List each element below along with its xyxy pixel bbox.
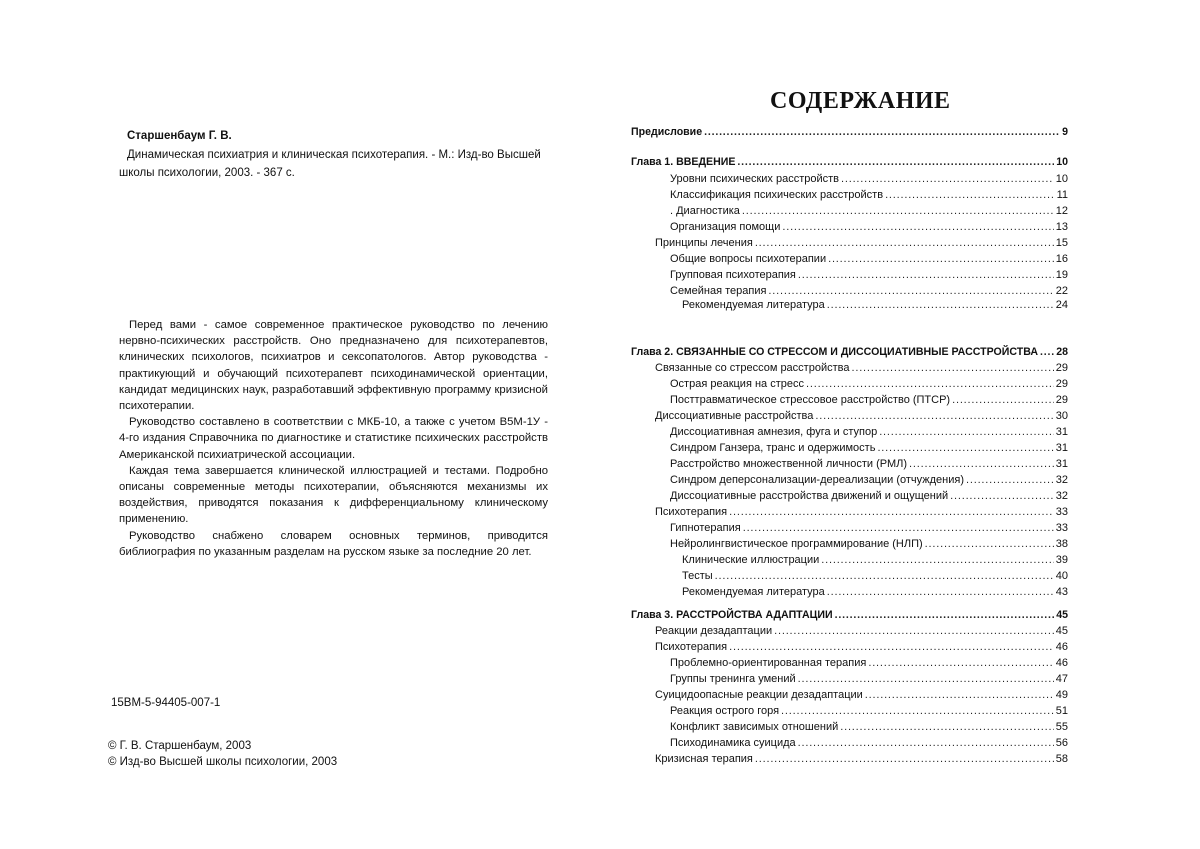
toc-dot-leader <box>841 173 1054 185</box>
toc-entry <box>631 205 1068 221</box>
toc-entry <box>631 737 1068 753</box>
toc-entry <box>631 299 1068 315</box>
toc-dot-leader <box>835 609 1055 621</box>
toc-page-number: 31 <box>1055 442 1068 454</box>
toc-page-number: 9 <box>1062 126 1068 138</box>
toc-entry <box>631 458 1068 474</box>
toc-page-number: 10 <box>1056 156 1068 168</box>
toc-entry-title: Организация помощи <box>670 221 781 233</box>
toc-page-number: 12 <box>1055 205 1068 217</box>
toc-page-number: 33 <box>1055 522 1068 534</box>
toc-page-number: 28 <box>1056 346 1068 358</box>
toc-page-number: 30 <box>1055 410 1068 422</box>
toc-dot-leader <box>877 442 1053 454</box>
toc-dot-leader <box>782 221 1053 233</box>
toc-dot-leader <box>768 285 1053 297</box>
right-page <box>600 0 1200 849</box>
toc-entry <box>631 641 1068 657</box>
toc-entry-title: Группы тренинга умений <box>670 673 796 685</box>
toc-dot-leader <box>865 689 1054 701</box>
toc-dot-leader <box>815 410 1053 422</box>
toc-dot-leader <box>806 378 1054 390</box>
toc-entry-title: Семейная терапия <box>670 285 767 297</box>
toc-entry <box>631 586 1068 602</box>
toc-entry-title: Посттравматическое стрессовое расстройство (ПТСР) <box>670 394 951 406</box>
toc-entry-title: Психотерапия <box>655 641 728 653</box>
toc-page-number: 55 <box>1055 721 1068 733</box>
toc-dot-leader <box>879 426 1054 438</box>
toc-page-number: 15 <box>1055 237 1068 249</box>
toc-page-number: 29 <box>1055 362 1068 374</box>
toc-page-number: 11 <box>1056 189 1068 201</box>
toc-entry-title: Предисловие <box>631 126 703 138</box>
annotation-paragraph: Перед вами - самое современное практическое руководство по лечению нервно-психических расстройств. Оно предназначено для психотерапевтов, клинических психологов, психиатров и сексопатологов. Автор руководства - практикующий и обучающий психотерапевт психодинамической ориентации, кандидат медицинских наук, разработавший эффективную программу кризисной психотерапии. <box>119 319 548 413</box>
toc-page-number: 32 <box>1055 490 1068 502</box>
toc-entry <box>631 237 1068 253</box>
toc-page-number: 19 <box>1055 269 1068 281</box>
toc-entry <box>631 426 1068 442</box>
toc-page-number: 10 <box>1055 173 1068 185</box>
toc-entry-title: Диссоциативная амнезия, фуга и ступор <box>670 426 878 438</box>
toc-page-number: 45 <box>1055 625 1068 637</box>
toc-entry-title: Проблемно-ориентированная терапия <box>670 657 867 669</box>
toc-entry <box>631 346 1068 362</box>
toc-dot-leader <box>742 205 1054 217</box>
toc-entry-title: Конфликт зависимых отношений <box>670 721 839 733</box>
toc-entry <box>631 126 1068 142</box>
toc-entry-title: Острая реакция на стресс <box>670 378 804 390</box>
toc-entry <box>631 378 1068 394</box>
toc-dot-leader <box>774 625 1054 637</box>
copyright-publisher: © Изд-во Высшей школы психологии, 2003 <box>108 756 338 768</box>
toc-page-number: 58 <box>1055 753 1068 765</box>
toc-page-number: 33 <box>1055 506 1068 518</box>
toc-entry-title: Диссоциативные расстройства движений и ощущений <box>670 490 949 502</box>
toc-entry <box>631 189 1068 205</box>
toc-entry <box>631 625 1068 641</box>
toc-page-number: 56 <box>1055 737 1068 749</box>
toc-entry-title: Глава 2. СВЯЗАННЫЕ СО СТРЕССОМ И ДИССОЦИАТИВНЫЕ РАССТРОЙСТВА <box>631 346 1038 358</box>
toc-page-number: 38 <box>1055 538 1068 550</box>
annotation <box>119 317 548 560</box>
toc-entry-title: Синдром деперсонализации-дереализации (отчуждения) <box>670 474 964 486</box>
toc-entry-title: Общие вопросы психотерапии <box>670 253 827 265</box>
page-title: СОДЕРЖАНИЕ <box>770 88 951 114</box>
toc-entry-title: Рекомендуемая литература <box>682 586 825 598</box>
toc-entry-title: Кризисная терапия <box>655 753 753 765</box>
toc-entry <box>631 394 1068 410</box>
toc-page-number: 45 <box>1056 609 1068 621</box>
isbn: 15ВМ-5-94405-007-1 <box>111 697 221 709</box>
toc-page-number: 31 <box>1055 426 1068 438</box>
toc-entry <box>631 673 1068 689</box>
toc-entry <box>631 173 1068 189</box>
toc-dot-leader <box>966 474 1054 486</box>
toc-dot-leader <box>925 538 1054 550</box>
toc-entry <box>631 506 1068 522</box>
toc-entry <box>631 156 1068 172</box>
toc-entry <box>631 689 1068 705</box>
toc-entry <box>631 721 1068 737</box>
toc-dot-leader <box>729 641 1054 653</box>
toc-entry-title: Принципы лечения <box>655 237 753 249</box>
toc-page-number: 39 <box>1055 554 1068 566</box>
toc-entry <box>631 442 1068 458</box>
bibliographic-entry: Динамическая психиатрия и клиническая психотерапия. - М.: Изд-во Высшей школы психологии, 2003. - 367 с. <box>119 149 541 179</box>
toc-entry <box>631 221 1068 237</box>
toc-page-number: 29 <box>1055 394 1068 406</box>
toc-dot-leader <box>743 522 1054 534</box>
toc-entry-title: Групповая психотерапия <box>670 269 796 281</box>
toc-page-number: 49 <box>1055 689 1068 701</box>
toc-page-number: 29 <box>1055 378 1068 390</box>
toc-page-number: 51 <box>1055 705 1068 717</box>
toc-entry <box>631 474 1068 490</box>
toc-page-number: 22 <box>1055 285 1068 297</box>
toc-entry <box>631 570 1068 586</box>
toc-entry-title: Тесты <box>682 570 713 582</box>
toc-page-number: 24 <box>1055 299 1068 311</box>
toc-entry-title: Глава 1. ВВЕДЕНИЕ <box>631 156 736 168</box>
toc-dot-leader <box>715 570 1054 582</box>
annotation-paragraph: Руководство снабжено словарем основных терминов, приводится библиография по указанным разделам на русском языке за последние 20 лет. <box>119 529 548 558</box>
toc-dot-leader <box>1040 346 1054 358</box>
toc-entry <box>631 554 1068 570</box>
toc-page-number: 46 <box>1055 657 1068 669</box>
toc-page-number: 46 <box>1055 641 1068 653</box>
toc-entry-title: Классификация психических расстройств <box>670 189 884 201</box>
toc-entry-title: Психодинамика суицида <box>670 737 796 749</box>
toc-entry-title: Психотерапия <box>655 506 728 518</box>
author-name: Старшенбаум Г. В. <box>127 130 232 142</box>
toc-dot-leader <box>729 506 1054 518</box>
toc-page-number: 32 <box>1055 474 1068 486</box>
toc-dot-leader <box>909 458 1054 470</box>
toc-entry-title: Реакции дезадаптации <box>655 625 773 637</box>
copyright-author: © Г. В. Старшенбаум, 2003 <box>108 740 252 752</box>
toc-dot-leader <box>840 721 1054 733</box>
toc-entry <box>631 522 1068 538</box>
toc-entry-title: Суицидоопасные реакции дезадаптации <box>655 689 863 701</box>
toc-entry <box>631 269 1068 285</box>
toc-entry-title: Нейролингвистическое программирование (НЛП) <box>670 538 923 550</box>
toc-entry-title: . Диагностика <box>670 205 740 217</box>
toc-dot-leader <box>781 705 1054 717</box>
toc-entry <box>631 753 1068 769</box>
toc-page-number: 47 <box>1055 673 1068 685</box>
toc-entry-title: Связанные со стрессом расстройства <box>655 362 850 374</box>
toc-dot-leader <box>851 362 1053 374</box>
toc-dot-leader <box>821 554 1053 566</box>
toc-dot-leader <box>798 269 1054 281</box>
toc-entry <box>631 410 1068 426</box>
toc-dot-leader <box>755 753 1054 765</box>
toc-entry-title: Рекомендуемая литература <box>682 299 825 311</box>
toc-entry <box>631 362 1068 378</box>
toc-page-number: 40 <box>1055 570 1068 582</box>
toc-dot-leader <box>952 394 1054 406</box>
toc-page-number: 16 <box>1055 253 1068 265</box>
toc-dot-leader <box>704 126 1060 138</box>
toc-dot-leader <box>885 189 1055 201</box>
toc-dot-leader <box>950 490 1054 502</box>
toc-entry-title: Диссоциативные расстройства <box>655 410 814 422</box>
toc-entry-title: Расстройство множественной личности (РМЛ) <box>670 458 908 470</box>
toc-dot-leader <box>827 299 1054 311</box>
toc-page-number: 13 <box>1055 221 1068 233</box>
toc-page-number: 31 <box>1055 458 1068 470</box>
toc-entry <box>631 705 1068 721</box>
toc-page-number: 43 <box>1055 586 1068 598</box>
toc-entry-title: Синдром Ганзера, транс и одержимость <box>670 442 876 454</box>
toc-dot-leader <box>827 586 1054 598</box>
toc-dot-leader <box>828 253 1054 265</box>
toc-dot-leader <box>798 737 1054 749</box>
toc-dot-leader <box>868 657 1053 669</box>
annotation-paragraph: Руководство составлено в соответствии с МКБ-10, а также с учетом В5М-1У - 4-го издания Справочника по диагностике и статистике психических расстройств Американской психиатрической ассоциации. <box>119 416 548 461</box>
annotation-paragraph: Каждая тема завершается клинической иллюстрацией и тестами. Подробно описаны современные методы психотерапии, объясняются механизмы их воздействия, приводятся показания к дифференциальному клиническому применению. <box>119 464 548 526</box>
toc-dot-leader <box>755 237 1054 249</box>
toc-dot-leader <box>737 156 1054 168</box>
toc-entry <box>631 538 1068 554</box>
toc-entry-title: Клинические иллюстрации <box>682 554 820 566</box>
toc-entry <box>631 657 1068 673</box>
toc-entry <box>631 253 1068 269</box>
toc-entry-title: Уровни психических расстройств <box>670 173 839 185</box>
toc-entry-title: Гипнотерапия <box>670 522 741 534</box>
toc-entry-title: Глава 3. РАССТРОЙСТВА АДАПТАЦИИ <box>631 609 833 621</box>
toc-entry <box>631 609 1068 625</box>
toc-entry <box>631 490 1068 506</box>
toc-dot-leader <box>798 673 1054 685</box>
toc-entry-title: Реакция острого горя <box>670 705 780 717</box>
